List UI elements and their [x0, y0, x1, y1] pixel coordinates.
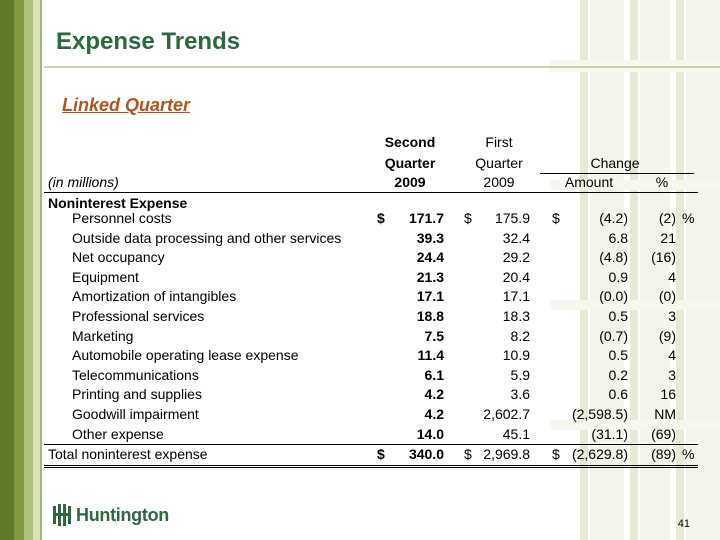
percent-sign: %	[682, 210, 695, 226]
change-percent: 21	[660, 229, 676, 246]
logo-text: Huntington	[76, 504, 169, 525]
percent-sign: %	[682, 446, 695, 462]
prior-quarter-value: 10.9	[502, 347, 530, 364]
header-col2-line3: 2009	[483, 174, 515, 190]
prior-quarter-value: 8.2	[510, 327, 530, 344]
change-amount: 0.5	[608, 308, 628, 324]
change-amount: 0.2	[608, 366, 628, 383]
current-quarter-value: 7.5	[424, 327, 444, 344]
current-dollar-sign: $	[377, 210, 385, 226]
table-row	[44, 367, 698, 386]
page-title: Expense Trends	[56, 28, 241, 55]
header-percent: %	[655, 174, 669, 190]
change-percent: 4	[668, 347, 676, 364]
prior-quarter-value: 17.1	[502, 288, 530, 305]
row-label: Automobile operating lease expense	[72, 347, 299, 364]
table-row	[44, 210, 698, 229]
current-quarter-value: 21.3	[416, 268, 444, 285]
huntington-logo-icon	[52, 504, 72, 526]
header-amount: Amount	[564, 174, 614, 190]
header-units: (in millions)	[48, 174, 119, 190]
header-col1-line2: Quarter	[384, 155, 436, 171]
prior-dollar-sign: $	[464, 446, 472, 462]
page-number: 41	[677, 518, 690, 530]
total-double-rule	[44, 465, 698, 468]
header-col2-line2: Quarter	[475, 155, 523, 171]
current-quarter-value: 14.0	[416, 425, 444, 442]
change-percent: (2)	[658, 210, 676, 226]
change-amount: (4.8)	[599, 249, 628, 266]
current-quarter-value: 17.1	[416, 288, 444, 305]
change-amount: 0.5	[608, 347, 628, 364]
change-amount: (2,629.8)	[571, 446, 628, 462]
row-label: Telecommunications	[72, 366, 199, 383]
decor-band	[14, 0, 24, 540]
table-row	[44, 347, 698, 366]
prior-quarter-value: 32.4	[502, 229, 530, 246]
current-quarter-value: 340.0	[408, 446, 444, 462]
change-percent: NM	[654, 406, 676, 422]
row-label: Personnel costs	[72, 210, 172, 226]
decor-band	[0, 0, 14, 540]
total-row	[44, 446, 698, 465]
change-percent: (9)	[658, 327, 676, 344]
prior-quarter-value: 45.1	[502, 425, 530, 442]
prior-quarter-value: 29.2	[502, 249, 530, 266]
row-label: Equipment	[72, 268, 139, 285]
table-row	[44, 386, 698, 405]
table-row	[44, 230, 698, 249]
change-amount: 0.6	[608, 386, 628, 403]
current-quarter-value: 4.2	[424, 386, 444, 403]
prior-quarter-value: 3.6	[510, 386, 530, 403]
prior-quarter-value: 2,969.8	[483, 446, 530, 462]
table-row	[44, 426, 698, 445]
row-label: Goodwill impairment	[72, 406, 199, 422]
current-quarter-value: 6.1	[424, 366, 444, 383]
table-row	[44, 406, 698, 425]
table-row	[44, 288, 698, 307]
row-label: Net occupancy	[72, 249, 165, 266]
subtitle: Linked Quarter	[62, 95, 191, 115]
row-label: Other expense	[72, 425, 164, 442]
prior-quarter-value: 175.9	[494, 210, 530, 226]
table-row	[44, 328, 698, 347]
row-label: Amortization of intangibles	[72, 288, 237, 305]
total-top-rule	[44, 444, 698, 445]
change-amount: (4.2)	[599, 210, 628, 226]
header-col1-line1: Second	[384, 134, 436, 150]
total-row-content	[44, 446, 698, 465]
header-change: Change	[590, 155, 640, 171]
row-label: Outside data processing and other services	[72, 229, 342, 246]
title-divider	[44, 66, 720, 68]
current-quarter-value: 171.7	[408, 210, 444, 226]
row-label: Professional services	[72, 308, 205, 324]
change-percent: 4	[668, 268, 676, 285]
change-percent: (0)	[658, 288, 676, 305]
current-quarter-value: 24.4	[416, 249, 444, 266]
change-amount: (0.7)	[599, 327, 628, 344]
decor-band	[33, 0, 40, 540]
change-percent: 16	[660, 386, 676, 403]
header-col2-line1: First	[485, 134, 513, 150]
header-underline	[44, 192, 698, 193]
company-logo	[52, 504, 169, 526]
change-percent: 3	[668, 308, 676, 324]
change-dollar-sign: $	[552, 446, 560, 462]
row-label: Printing and supplies	[72, 386, 202, 403]
header-col1-line3: 2009	[394, 174, 426, 190]
row-label: Marketing	[72, 327, 134, 344]
current-quarter-value: 39.3	[416, 229, 444, 246]
change-percent: (16)	[651, 249, 676, 266]
decor-band	[24, 0, 33, 540]
decor-line	[40, 0, 42, 540]
change-amount: (0.0)	[599, 288, 628, 305]
row-label: Total noninterest expense	[48, 446, 208, 462]
change-amount: 6.8	[608, 229, 628, 246]
change-percent: 3	[668, 366, 676, 383]
change-percent: (69)	[651, 425, 676, 442]
prior-quarter-value: 20.4	[502, 268, 530, 285]
current-dollar-sign: $	[377, 446, 385, 462]
prior-quarter-value: 5.9	[510, 366, 530, 383]
current-quarter-value: 11.4	[417, 347, 444, 364]
change-dollar-sign: $	[552, 210, 560, 226]
change-percent: (89)	[651, 446, 676, 462]
change-amount: (31.1)	[591, 425, 628, 442]
change-amount: 0.9	[608, 268, 628, 285]
current-quarter-value: 4.2	[424, 406, 444, 422]
table-row	[44, 308, 698, 327]
table-row	[44, 249, 698, 268]
prior-dollar-sign: $	[464, 210, 472, 226]
current-quarter-value: 18.8	[416, 308, 444, 324]
table-row	[44, 269, 698, 288]
section-label: Noninterest Expense	[48, 195, 188, 211]
prior-quarter-value: 18.3	[502, 308, 530, 324]
prior-quarter-value: 2,602.7	[483, 406, 530, 422]
change-amount: (2,598.5)	[571, 406, 628, 422]
